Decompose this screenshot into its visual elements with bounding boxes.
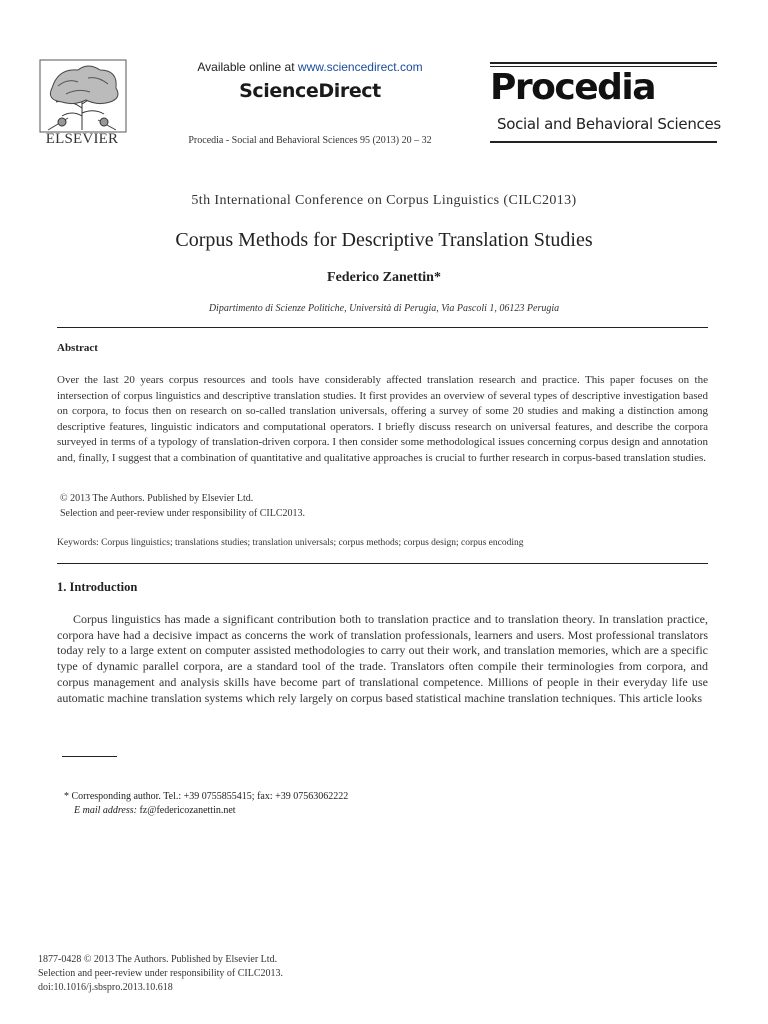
section-heading-introduction: 1. Introduction xyxy=(57,580,138,594)
footnote-rule xyxy=(62,756,117,757)
corresponding-author-note: * Corresponding author. Tel.: +39 0755855415; fax: +39 07563062222 xyxy=(64,791,349,802)
email-note: E mail address: fz@federicozanettin.net xyxy=(74,805,236,816)
available-online-line: Available online at www.sciencedirect.com xyxy=(197,60,423,74)
procedia-rule-top xyxy=(490,62,717,64)
conference-name: 5th International Conference on Corpus Linguistics (CILC2013) xyxy=(191,193,577,208)
procedia-logo: Procedia xyxy=(490,67,656,108)
author-affiliation: Dipartimento di Scienze Politiche, Università di Perugia, Via Pascoli 1, 06123 Perugia xyxy=(208,303,560,314)
divider-top xyxy=(57,327,708,328)
publisher-name: ELSEVIER xyxy=(45,131,119,147)
peer-review-line: Selection and peer-review under responsibility of CILC2013. xyxy=(60,508,306,519)
abstract-text: Over the last 20 years corpus resources and tools have considerably affected translation research and practice. This paper focuses on the intersection of corpus linguistics and descriptive translation studies. It first provides an overview of several types of descriptive investigation based on corpora, to focus then on research on so-called translation universals, offering a survey of some 20 studies and making a distinction among descriptive features, linguistic indicators and computational operators. I briefly discuss research on universal features, and describe the corpora surveyed in terms of a typology of translation-driven corpora. I then consider some methodological issues concerning corpus design and annotation and, finally, I suggest that a combination of quantitative and qualitative approaches is crucial to further research in corpus-based translation studies. xyxy=(57,374,708,464)
footer-doi[interactable]: doi:10.1016/j.sbspro.2013.10.618 xyxy=(38,982,173,993)
sciencedirect-link[interactable]: www.sciencedirect.com xyxy=(297,60,423,74)
keywords: Keywords: Corpus linguistics; translations studies; translation universals; corpus methods; corpus design; corpus encoding xyxy=(57,538,524,548)
footer-issn: 1877-0428 © 2013 The Authors. Published by Elsevier Ltd. xyxy=(38,954,278,965)
journal-citation: Procedia - Social and Behavioral Sciences 95 (2013) 20 – 32 xyxy=(188,135,432,146)
sciencedirect-logo: ScienceDirect xyxy=(239,80,381,102)
procedia-rule-bottom xyxy=(490,141,717,143)
divider-abstract xyxy=(57,563,708,564)
abstract-heading: Abstract xyxy=(57,342,98,354)
copyright-line: © 2013 The Authors. Published by Elsevier Ltd. xyxy=(60,493,254,504)
procedia-subtitle: Social and Behavioral Sciences xyxy=(497,115,721,133)
introduction-paragraph: Corpus linguistics has made a significant contribution both to translation practice and to translation theory. In translation practice, corpora have had a decisive impact as concerns the work of translation professionals, learners and users. Most professional translators today rely to a large extent on computer assisted methodologies to carry out their work, and translation memories, which are a specific type of dynamic parallel corpora, are a standard tool of the trade. Translators often compile their terminologies from corpora, and corpus management and analysis skills have become part of translational competence. Millions of people in their everyday life use automatic machine translation systems which rely largely on corpus based statistical machine translation techniques. This article looks xyxy=(57,612,708,705)
author-name: Federico Zanettin* xyxy=(327,270,441,285)
email-address[interactable]: fz@federicozanettin.net xyxy=(139,805,236,816)
article-title: Corpus Methods for Descriptive Translation Studies xyxy=(175,229,593,251)
footer-review: Selection and peer-review under responsibility of CILC2013. xyxy=(38,968,284,979)
